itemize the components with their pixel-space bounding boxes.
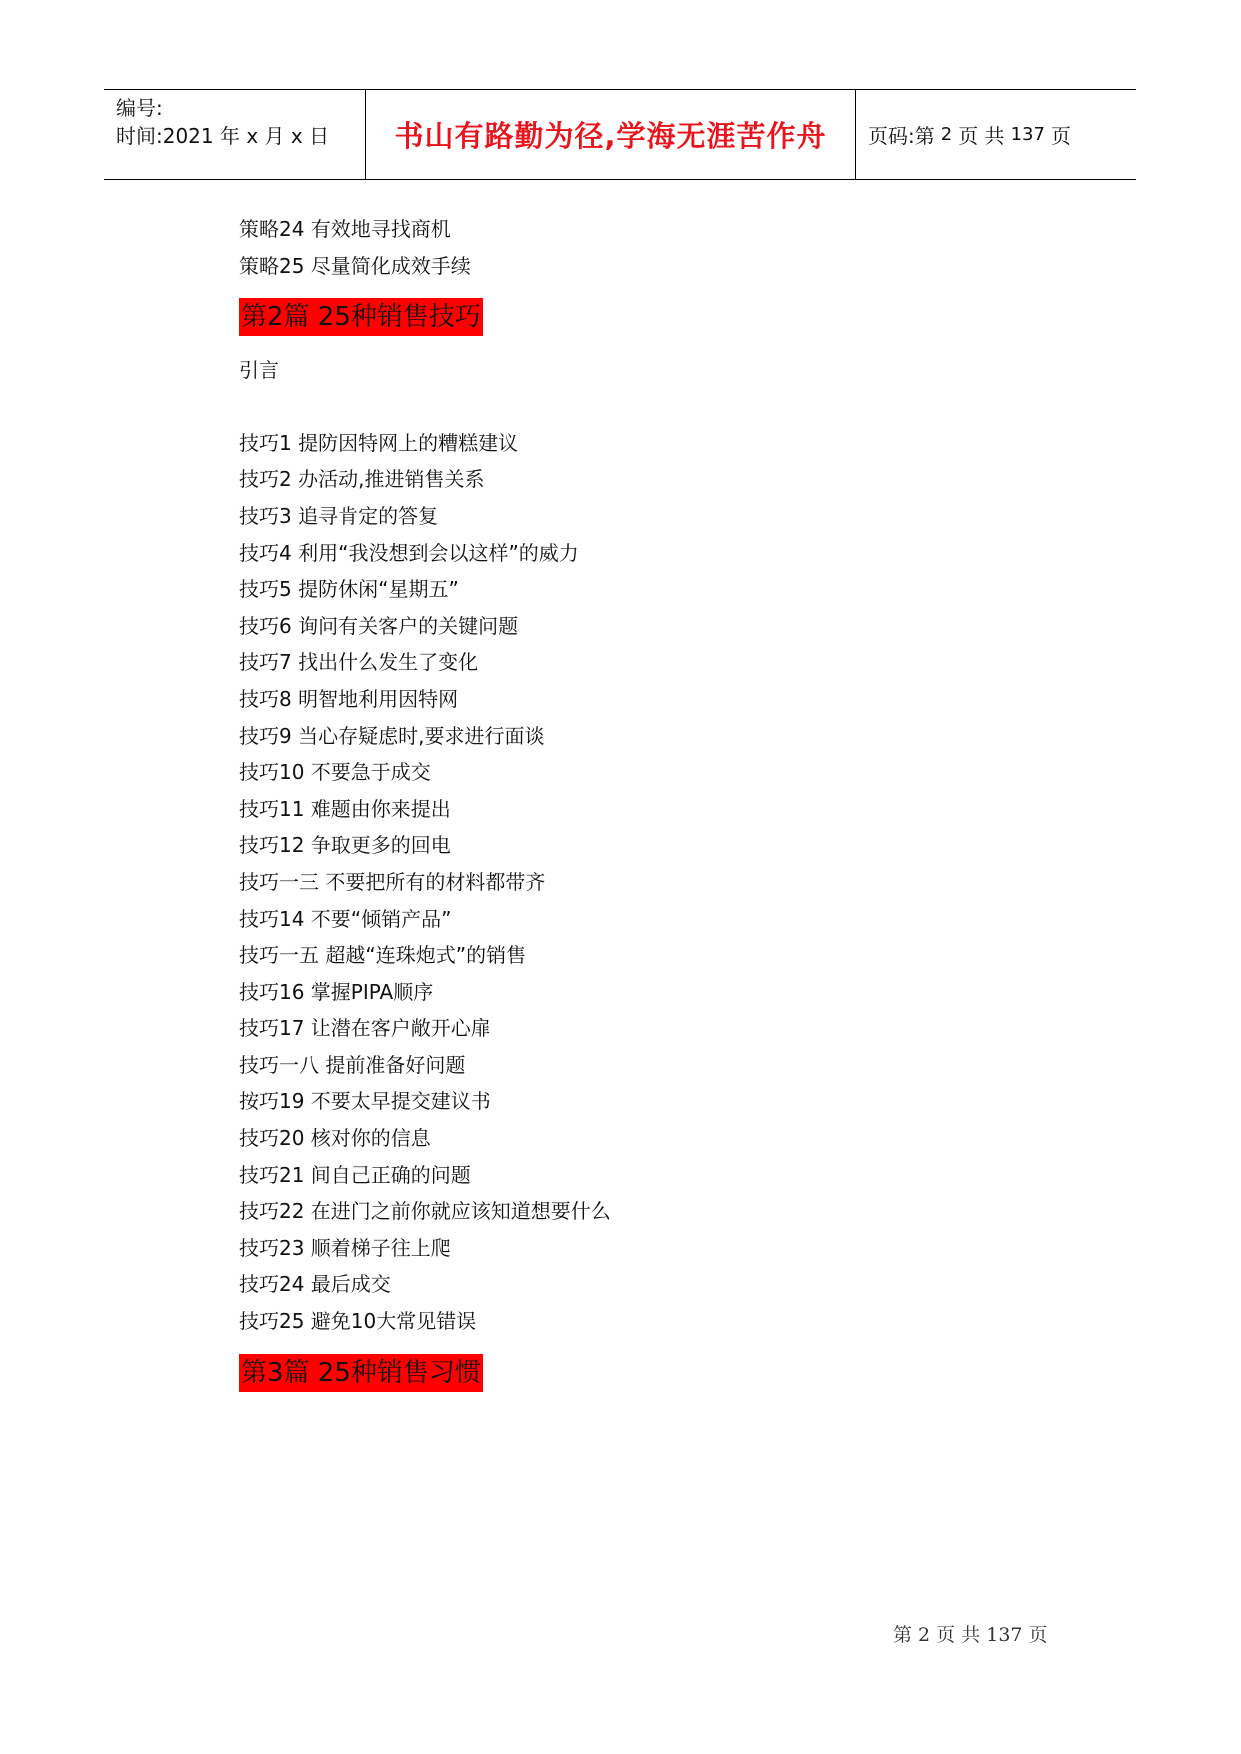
document-number-label: 编号: — [116, 96, 163, 120]
page-header — [104, 89, 1136, 180]
list-item: 技巧17 让潜在客户敞开心扉 — [239, 1016, 491, 1041]
list-item: 技巧12 争取更多的回电 — [239, 833, 451, 858]
list-item: 技巧10 不要急于成交 — [239, 760, 431, 785]
list-item: 技巧25 避免10大常见错误 — [239, 1309, 477, 1334]
list-item: 技巧16 掌握PIPA顺序 — [239, 979, 434, 1004]
list-item: 技巧7 找出什么发生了变化 — [239, 650, 479, 675]
header-page-number — [856, 90, 1136, 179]
intro-item: 引言 — [239, 358, 279, 383]
page-suffix: 页 — [1050, 124, 1071, 148]
list-item: 技巧1 提防因特网上的糟糕建议 — [239, 430, 519, 455]
document-content — [239, 211, 1099, 1392]
list-item: 技巧9 当心存疑虑时,要求进行面谈 — [239, 723, 545, 748]
list-item: 技巧11 难题由你来提出 — [239, 796, 451, 821]
page-current: 2 — [940, 124, 953, 145]
list-item: 技巧一三 不要把所有的材料都带齐 — [239, 869, 546, 894]
list-item: 技巧24 最后成交 — [239, 1272, 391, 1297]
list-item: 按巧19 不要太早提交建议书 — [239, 1089, 491, 1114]
list-item: 策略25 尽量简化成效手续 — [239, 253, 471, 278]
document-time: 时间:2021 年 x 月 x 日 — [116, 124, 330, 148]
page-footer: 第 2 页 共 137 页 — [893, 1624, 1048, 1646]
list-item: 技巧23 顺着梯子往上爬 — [239, 1235, 451, 1260]
techniques-list — [239, 425, 1099, 1340]
list-item: 技巧3 追寻肯定的答复 — [239, 503, 439, 528]
list-item: 技巧2 办活动,推进销售关系 — [239, 467, 485, 492]
section-2-heading: 第2篇 25种销售技巧 — [239, 298, 483, 336]
list-item: 技巧22 在进门之前你就应该知道想要什么 — [239, 1199, 611, 1224]
page-total: 137 — [1010, 124, 1045, 145]
list-item: 技巧6 询问有关客户的关键问题 — [239, 613, 519, 638]
list-item: 技巧8 明智地利用因特网 — [239, 686, 459, 711]
page-prefix: 页码:第 — [868, 124, 935, 148]
page-mid: 页 共 — [958, 124, 1005, 148]
header-meta — [104, 90, 366, 179]
list-item: 技巧一五 超越“连珠炮式”的销售 — [239, 943, 527, 968]
list-item: 技巧21 间自己正确的问题 — [239, 1162, 471, 1187]
list-item: 技巧4 利用“我没想到会以这样”的威力 — [239, 540, 579, 565]
list-item: 技巧一八 提前准备好问题 — [239, 1052, 466, 1077]
list-item: 策略24 有效地寻找商机 — [239, 217, 451, 241]
section-3-heading: 第3篇 25种销售习惯 — [239, 1354, 483, 1392]
header-motto: 书山有路勤为径,学海无涯苦作舟 — [366, 90, 856, 179]
list-item: 技巧14 不要“倾销产品” — [239, 906, 452, 931]
list-item: 技巧20 核对你的信息 — [239, 1126, 431, 1151]
list-item: 技巧5 提防休闲“星期五” — [239, 577, 459, 602]
